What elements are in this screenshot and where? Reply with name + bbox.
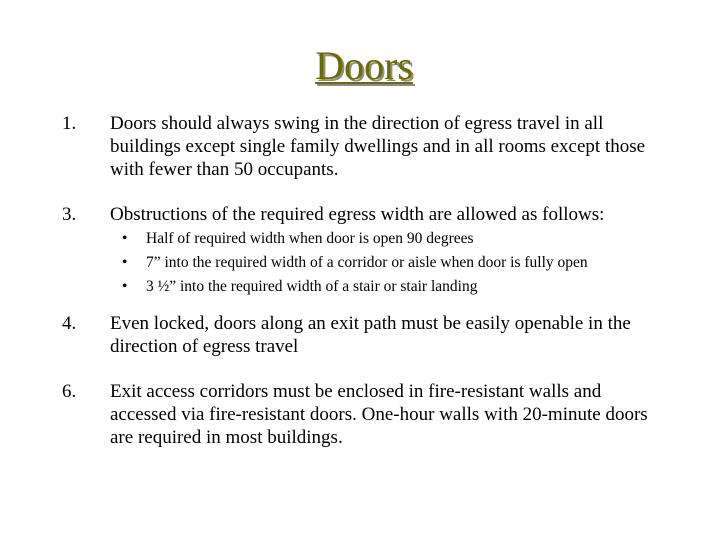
list-item [62, 312, 672, 358]
sub-item [110, 229, 672, 248]
list-item [62, 203, 672, 296]
list-item [62, 380, 672, 449]
item-number: 6. [62, 381, 77, 402]
item-text: Even locked, doors along an exit path must be easily openable in the direction of egress travel [110, 313, 631, 357]
sub-item-text: 3 ½” into the required width of a stair or stair landing [146, 278, 478, 295]
bullet-icon: • [122, 278, 128, 295]
item-number: 4. [62, 313, 77, 334]
sub-item-text: Half of required width when door is open 90 degrees [146, 230, 474, 247]
item-text: Exit access corridors must be enclosed in fire-resistant walls and accessed via fire-resistant doors. One-hour walls with 20-minute doors are required in most buildings. [110, 381, 648, 448]
slide-title: Doors [315, 43, 413, 88]
sub-item [110, 253, 672, 272]
sub-item [110, 277, 672, 296]
item-text: Doors should always swing in the direction of egress travel in all buildings except single family dwellings and in all rooms except those with fewer than 50 occupants. [110, 113, 646, 180]
numbered-list [62, 112, 672, 471]
bullet-icon: • [122, 230, 128, 247]
item-text: Obstructions of the required egress width are allowed as follows: [110, 204, 605, 225]
item-number: 3. [62, 204, 77, 225]
bullet-icon: • [122, 254, 128, 271]
sub-item-text: 7” into the required width of a corridor or aisle when door is fully open [146, 254, 588, 271]
list-item [62, 112, 672, 181]
item-number: 1. [62, 113, 77, 134]
sub-list [110, 229, 672, 296]
